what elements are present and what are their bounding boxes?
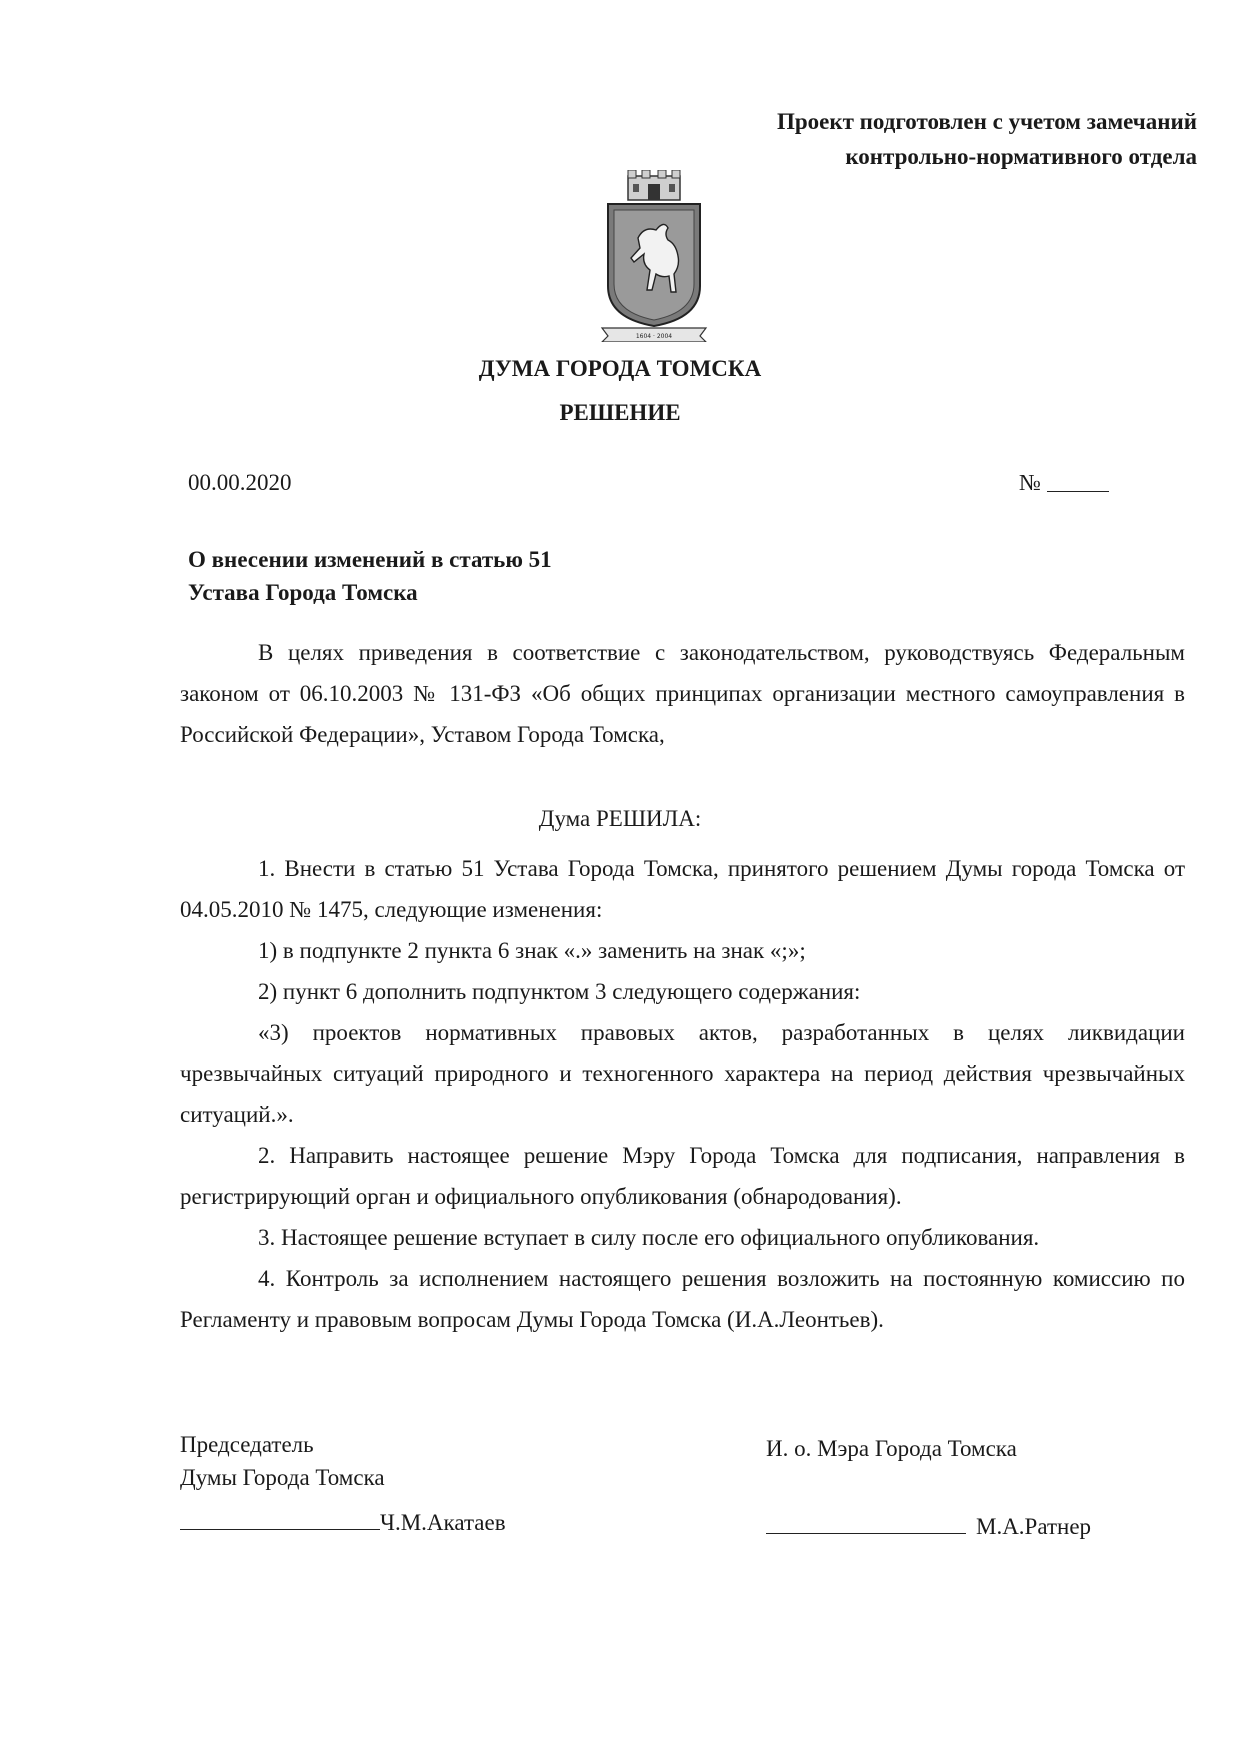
subject-line2: Устава Города Томска (188, 580, 418, 605)
preamble-text: В целях приведения в соответствие с законодательством, руководствуясь Федеральным законом от 06.10.2003 № 131-ФЗ «Об общих принципах организации местного самоуправления в Российской Федерации», Уставом Города Томска, (180, 640, 1185, 747)
item-3: 3. Настоящее решение вступает в силу после его официального опубликования. (258, 1225, 1040, 1250)
preamble (180, 632, 1185, 755)
item-4: 4. Контроль за исполнением настоящего решения возложить на постоянную комиссию по Регламенту и правовым вопросам Думы Города Томска (И.А.Леонтьев). (180, 1266, 1185, 1332)
resolution-items (180, 848, 1185, 1340)
chairman-title (180, 1428, 385, 1494)
resolved-heading: Дума РЕШИЛА: (538, 806, 702, 831)
coat-of-arms-icon (598, 170, 710, 342)
item-2: 2. Направить настоящее решение Мэру Города Томска для подписания, направления в регистрирующий орган и официального опубликования (обнародования). (180, 1143, 1185, 1209)
chairman-name: Ч.М.Акатаев (380, 1510, 506, 1535)
number-label: № (1019, 470, 1041, 495)
number-blank (1047, 491, 1109, 492)
item-1-sub-1: 1) в подпункте 2 пункта 6 знак «.» заменить на знак «;»; (258, 938, 806, 963)
mayor-title (766, 1432, 1017, 1465)
subject-line1: О внесении изменений в статью 51 (188, 547, 552, 572)
emblem-ribbon-text: 1604 · 2004 (635, 333, 673, 340)
item-1-sub-3: «3) проектов нормативных правовых актов, разработанных в целях ликвидации чрезвычайных ситуаций природного и техногенного характера на период действия чрезвычайных ситуаций.». (180, 1020, 1185, 1127)
item-1: 1. Внести в статью 51 Устава Города Томска, принятого решением Думы города Томска от 04.05.2010 № 1475, следующие изменения: (180, 856, 1185, 922)
document-subject (188, 543, 552, 609)
mayor-signature (766, 1514, 1091, 1540)
chairman-signature (180, 1510, 506, 1536)
mayor-title-line1: И. о. Мэра Города Томска (766, 1436, 1017, 1461)
chairman-title-line1: Председатель (180, 1432, 314, 1457)
document-number (1019, 470, 1109, 496)
preparation-note-line1: Проект подготовлен с учетом замечаний (776, 109, 1197, 134)
organization-name: ДУМА ГОРОДА ТОМСКА (478, 356, 762, 381)
preparation-note-line2: контрольно-нормативного отдела (845, 144, 1197, 169)
mayor-name: М.А.Ратнер (976, 1514, 1092, 1539)
chairman-title-line2: Думы Города Томска (180, 1465, 385, 1490)
chairman-signature-line (180, 1529, 380, 1530)
item-1-sub-2: 2) пункт 6 дополнить подпунктом 3 следующего содержания: (258, 979, 861, 1004)
document-type: РЕШЕНИЕ (559, 400, 681, 425)
mayor-signature-line (766, 1533, 966, 1534)
preparation-note (777, 104, 1197, 174)
document-date: 00.00.2020 (188, 470, 292, 495)
